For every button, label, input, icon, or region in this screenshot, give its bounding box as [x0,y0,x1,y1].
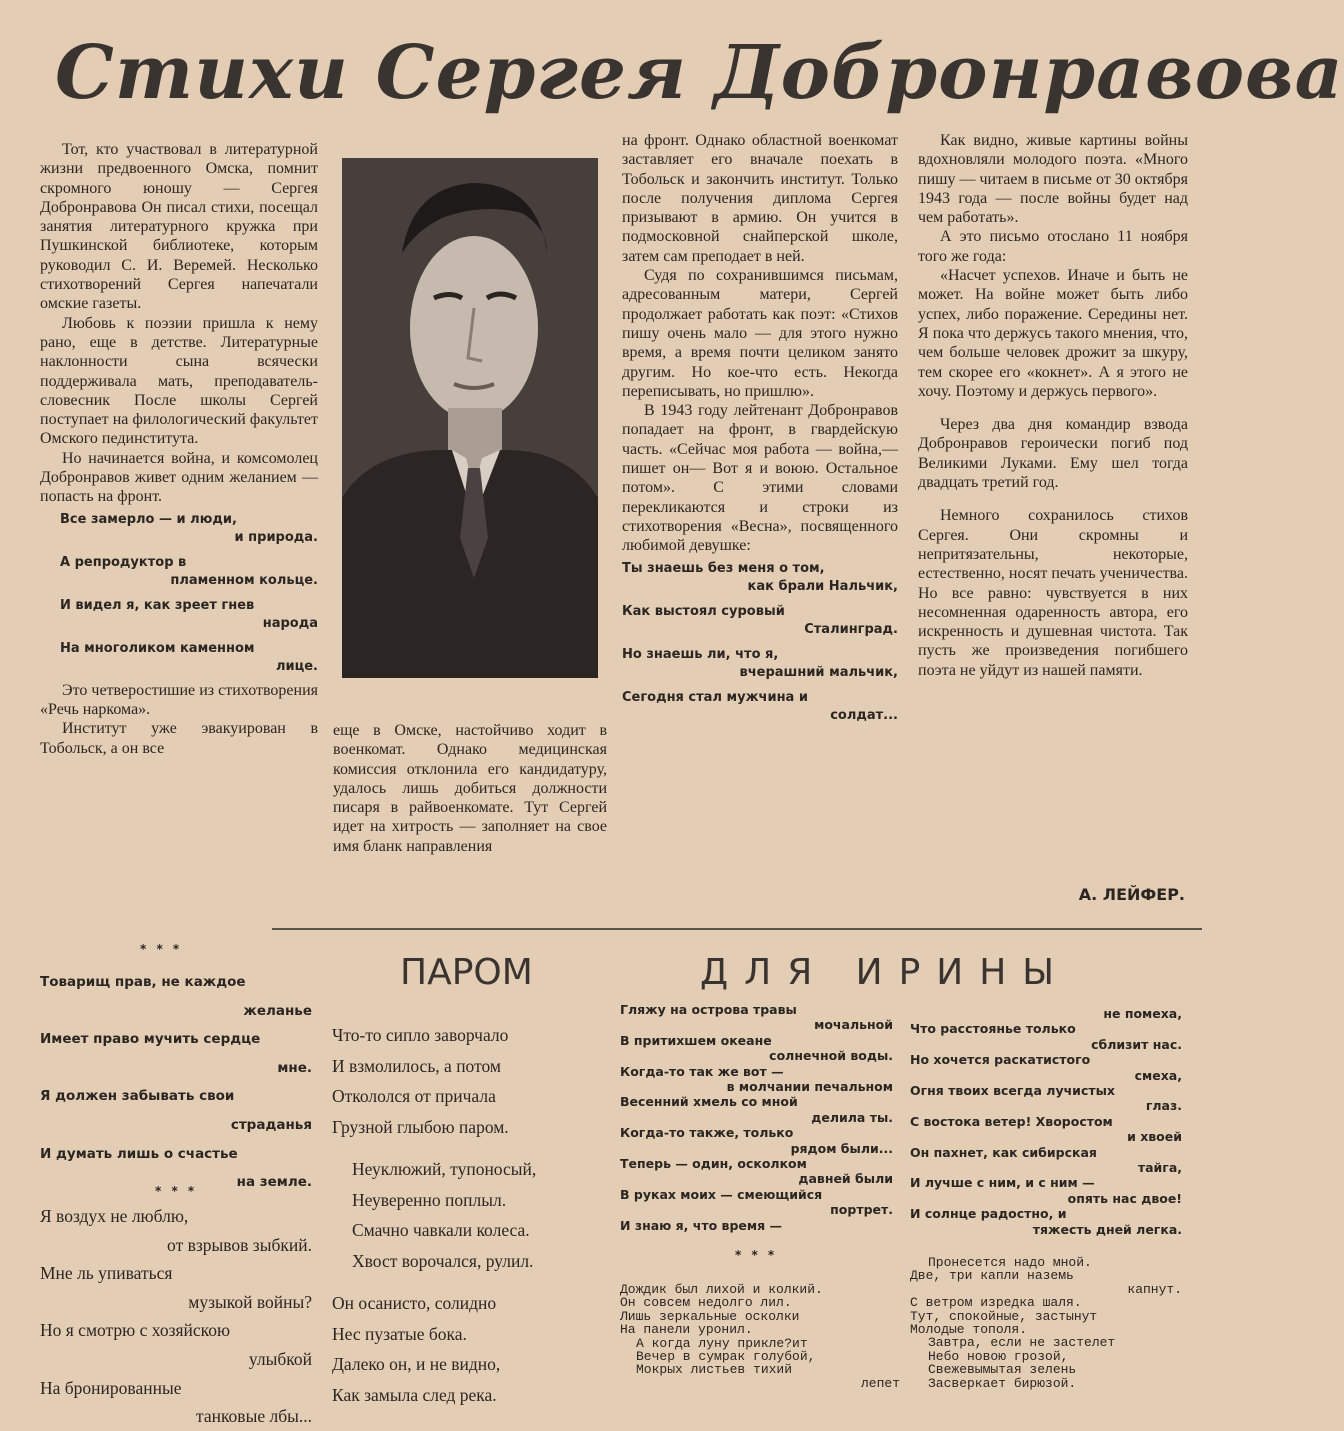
poem-line: Я должен забывать свои [40,1088,235,1105]
poem-line: Две, три капли наземь [910,1268,1074,1284]
poem-line: И знаю я, что время — [620,1217,782,1233]
author-signature: А. ЛЕЙФЕР. [1078,885,1185,904]
poem-line: Теперь — один, осколком [620,1156,807,1172]
portrait-photo [342,158,598,678]
poem-line: Завтра, если не застелет [928,1335,1116,1351]
article-paragraph: Тот, кто участвовал в литературной жизни предвоенного Омска, помнит скромного юношу — Сергея Добронравова Он писал стихи, посещал занятия литературного кружка при Пушкинской библиотеке, которым руководил С. И. Веремей. Несколько стихотворений Сергея напечатали омские газеты. [40,141,318,313]
poem-line: мочальной [814,1017,893,1033]
poem-line: желанье [243,1002,312,1019]
poem-line: Но хочется раскатистого [910,1052,1091,1068]
poem-line: лепет [860,1375,900,1391]
article-column-1 [40,140,318,910]
poem-line: и хвоей [1127,1129,1182,1145]
poem-line: солнечной воды. [769,1048,893,1064]
poem-line: С ветром изредка шаля. [910,1295,1082,1311]
poem-line: Неуклюжий, тупоносый, [352,1159,537,1179]
poem-line: Тут, спокойные, застынут [910,1308,1098,1324]
poem-line: страданья [230,1116,312,1133]
poem-line: не помеха, [1103,1006,1182,1021]
portrait-image [342,158,598,678]
poem-line: Он совсем недолго лил. [620,1295,792,1311]
poem-line: Когда-то также, только [620,1125,794,1141]
verse-line: Сталинград. [804,622,898,638]
poem-line: А когда луну прикле?ит [636,1335,808,1351]
poem-dozhdik-left [620,1283,900,1390]
poem-line: Вечер в сумрак голубой, [636,1349,816,1365]
poem-line: Мне ль упиваться [40,1263,173,1284]
verse-line: Все замерло — и люди, [60,511,237,527]
poem-separator: * * * [140,942,183,956]
quatrain-rech-narkoma [40,511,318,677]
verse-line: А репродуктор в [60,554,187,570]
poem-line: И думать лишь о счастье [40,1145,238,1162]
poem-title-dlya-iriny: ДЛЯ ИРИНЫ [700,952,1071,993]
poem-line: тайга, [1137,1160,1182,1176]
article-paragraph: Немного сохранилось стихов Сергея. Они скромны и непритязательны, некоторые, естественно, носят печать ученичества. Но все равно: чувствуется в них несомненная одаренность автора, его искренность и душевная чистота. Так пусть же произведения погибшего поэта не уйдут из нашей памяти. [918,507,1188,679]
verse-line: Сегодня стал мужчина и [622,689,808,705]
article-paragraph: еще в Омске, настойчиво ходит в военкомат. Однако медицинская комиссия отклонила его кандидатуру, удалось лишь добиться должности писаря в райвоенкомате. Тут Сергей идет на хитрость — заполняет на свое имя бланк направления [333,722,607,855]
poem-line: Дождик был лихой и колкий. [620,1282,823,1297]
poem-line: Смачно чавкали колеса. [352,1220,530,1240]
poem-line: В руках моих — смеющийся [620,1186,823,1202]
poem-dozhdik-right [910,1256,1182,1390]
poem-line: капнут. [1127,1281,1182,1297]
poem-line: Молодые тополя. [910,1322,1028,1338]
verse-line: лице. [275,659,318,675]
poem-line: рядом были... [790,1140,893,1156]
poem-line: Нес пузатые бока. [332,1323,467,1344]
verse-line: как брали Нальчик, [747,579,898,595]
poem-line: Небо новою грозой, [928,1348,1069,1364]
poem-separator: * * * [155,1184,198,1198]
poem-line: На панели уронил. [620,1322,753,1338]
poem-line: Товарищ прав, не каждое [40,974,246,990]
poem-separator: * * * [735,1248,778,1262]
article-paragraph: Как видно, живые картины войны вдохновляли молодого поэта. «Много пишу — читаем в письме от 30 октября 1943 года — после войны будет над чем работать». [918,132,1188,227]
poem-line: Мокрых листьев тихий [636,1362,793,1378]
article-paragraph: «Насчет успехов. Иначе и быть не может. На войне может быть либо успех, либо поражение. Середины нет. Я пока что держусь такого мнения, что, чем больше человек дрожит за шкуру, тем скорее его «кокнет». А я этого не хочу. Поэтому и держусь первого». [918,267,1188,400]
poem-line: И солнце радостно, и [910,1206,1067,1222]
poem-line: В притихшем океане [620,1032,772,1048]
page-title: Стихи Сергея Добронравова [55,30,1344,116]
poem-line: Гляжу на острова травы [620,1002,797,1017]
article-paragraph: Это четверостишие из стихотворения «Речь наркома». [40,681,318,718]
article-paragraph: на фронт. Однако областной военкомат заставляет его вначале поехать в Тобольск и закончить институт. Только после получения диплома Сергея призывают в армию. Он учится в подмосковной снайперской школе, затем сам преподает в ней. [622,132,898,265]
verse-line: пламенном кольце. [170,573,318,589]
poem-line: Грузной глыбою паром. [332,1116,509,1137]
poem-line: смеха, [1134,1067,1182,1083]
poem-line: улыбкой [248,1348,312,1369]
poem-irina-right [910,1006,1182,1237]
verse-line: вчерашний мальчик, [739,665,898,681]
article-paragraph: Судя по сохранившимся письмам, адресованным матери, Сергей продолжает работать как поэт: «Стихов пишу очень мало — для этого нужно время, а время почти целиком занято другим. Но кое-что есть. Некогда переписывать, но пришлю». [622,267,898,400]
poem-line: Неуверенно поплыл. [352,1189,507,1210]
poem-line: в молчании печальном [726,1079,893,1095]
poem-line: Засверкает бирюзой. [928,1375,1077,1391]
poem-irina-left [620,1002,893,1233]
poem-line: Он осанисто, солидно [332,1293,497,1313]
article-paragraph: Но начинается война, и комсомолец Добронравов живет одним желанием — попасть на фронт. [40,449,318,506]
article-paragraph: В 1943 году лейтенант Добронравов попадает на фронт, в гвардейскую часть. «Сейчас моя работа — война,— пишет он— Вот я и воюю. Остальное потом». С этими словами перекликаются и строки из стихотворения «Весна», посвященного любимой девушке: [622,402,898,555]
poem-title-parom: ПАРОМ [400,952,533,993]
verse-line: народа [262,616,318,632]
verse-line: Как выстоял суровый [622,603,785,619]
verse-line: Но знаешь ли, что я, [622,646,779,662]
poem-line: Когда-то так же вот — [620,1063,784,1079]
poem-line: Как замыла след река. [332,1384,497,1405]
poem-line: делила ты. [811,1109,893,1125]
verse-line: и природа. [234,530,318,546]
quatrain-vesna [622,560,898,726]
poem-line: Пронесется надо мной. [928,1255,1092,1270]
poem-line: тяжесть дней легка. [1032,1221,1182,1237]
article-paragraph: Любовь к поэзии пришла к нему рано, еще в детстве. Литературные наклонности сына всячески поддерживала мать, преподаватель-словесник После школы Сергей поступает на филологический факультет Омского пединститута. [40,314,318,448]
poem-line: На бронированные [40,1377,182,1398]
poem-line: Имеет право мучить сердце [40,1031,261,1048]
poem-line: Но я смотрю с хозяйскою [40,1320,231,1341]
poem-line: Далеко он, и не видно, [332,1354,501,1374]
verse-line: На многоликом каменном [60,640,255,656]
poem-line: Огня твоих всегда лучистых [910,1083,1115,1099]
poem-line: И лучше с ним, и с ним — [910,1175,1095,1191]
poem-tovarishch [40,968,312,1197]
verse-line: солдат... [830,708,898,724]
poem-parom [332,1020,592,1410]
poem-line: И взмолилось, а потом [332,1055,501,1076]
article-paragraph: Институт уже эвакуирован в Тобольск, а он все [40,720,318,757]
poem-line: давней были [798,1171,893,1187]
poem-line: мне. [277,1059,312,1076]
article-paragraph: А это письмо отослано 11 ноября того же года: [918,228,1188,265]
poem-line: Лишь зеркальные осколки [620,1308,800,1324]
poem-line: Я воздух не люблю, [40,1206,189,1226]
article-column-3 [622,131,898,911]
poem-line: музыкой войны? [188,1291,312,1312]
poem-line: Весенний хмель со мной [620,1094,798,1110]
poem-line: портрет. [830,1202,893,1218]
poem-line: Что расстоянье только [910,1021,1076,1037]
poem-line: на земле. [236,1174,312,1191]
poem-line: Хвост ворочался, рулил. [352,1250,534,1271]
article-column-2 [333,721,607,911]
verse-line: И видел я, как зреет гнев [60,597,255,613]
verse-line: Ты знаешь без меня о том, [622,560,825,576]
article-column-4 [918,131,1188,881]
poem-line: сблизит нас. [1091,1036,1182,1052]
poem-line: танковые лбы... [195,1406,312,1427]
poem-line: С востока ветер! Хворостом [910,1113,1113,1129]
article-paragraph: Через два дня командир взвода Добронравов героически погиб под Великими Луками. Ему шел тогда двадцать третий год. [918,416,1188,492]
poem-line: глаз. [1145,1098,1182,1114]
poem-line: Что-то сипло заворчало [332,1025,509,1045]
poem-line: Он пахнет, как сибирская [910,1144,1097,1160]
poem-line: от взрывов зыбкий. [167,1234,312,1255]
poem-line: опять нас двое! [1067,1190,1182,1206]
section-divider [272,928,1202,930]
poem-vozdukh [40,1202,312,1431]
poem-line: Свежевымытая зелень [928,1362,1077,1378]
poem-line: Откололся от причала [332,1086,496,1106]
